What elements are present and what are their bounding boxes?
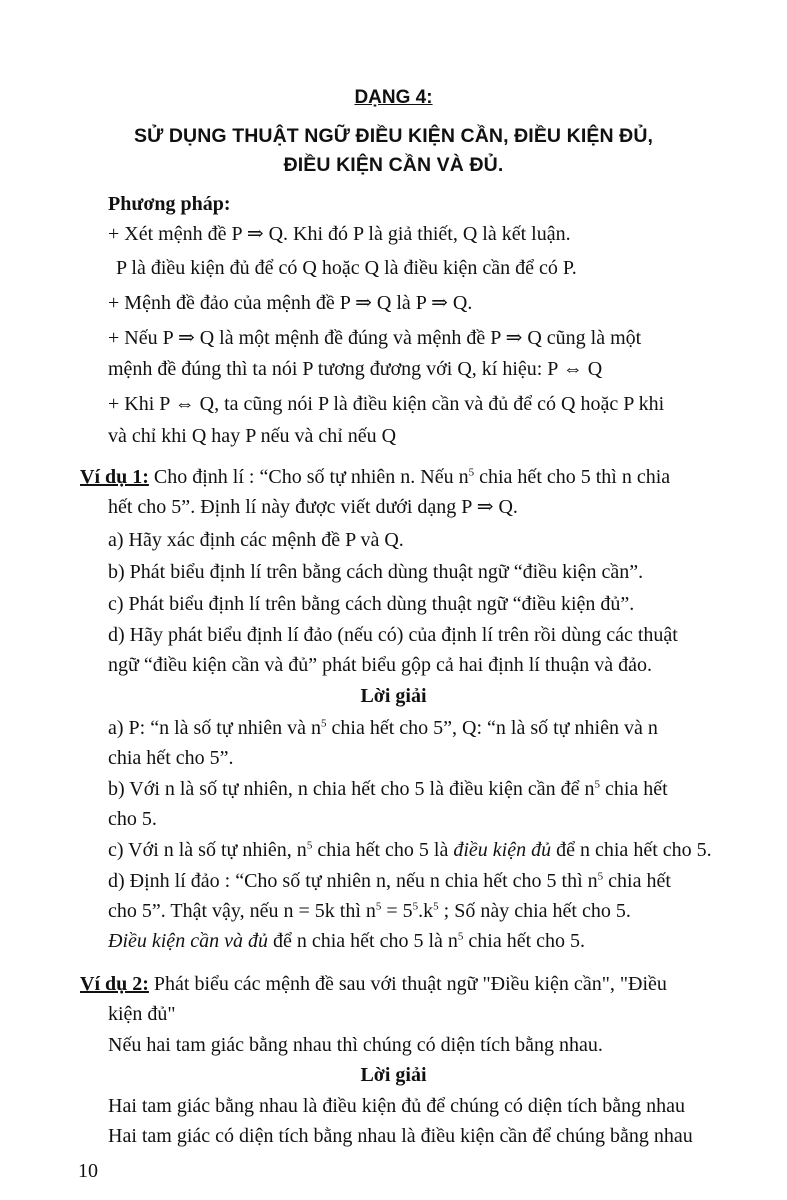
- method-line-1: + Xét mệnh đề P ⇒ Q. Khi đó P là giả thiết, Q là kết luận.: [108, 223, 571, 245]
- method-heading: Phương pháp:: [108, 193, 231, 215]
- method-line-2: P là điều kiện đủ để có Q hoặc Q là điều kiện cần để có P.: [116, 257, 577, 279]
- example-1-answer-b-line-1: b) Với n là số tự nhiên, n chia hết cho 5 là điều kiện cần để $n^5$ chia hết: [108, 778, 668, 800]
- example-1-answer-b-line-2: cho 5.: [108, 808, 157, 830]
- example-1-intro-line-1: Ví dụ 1: Cho định lí : “Cho số tự nhiên n. Nếu $n^5$ chia hết cho 5 thì n chia: [80, 466, 671, 488]
- section-title-line-1: SỬ DỤNG THUẬT NGỮ ĐIỀU KIỆN CẦN, ĐIỀU KIỆN ĐỦ,: [133, 125, 654, 147]
- example-1-answer-a-line-1: a) P: “n là số tự nhiên và $n^5$ chia hết cho 5”, Q: “n là số tự nhiên và n: [108, 717, 658, 739]
- example-2-label: Ví dụ 2:: [80, 973, 149, 995]
- example-2-answer-line-2: Hai tam giác có diện tích bằng nhau là điều kiện cần để chúng bằng nhau: [108, 1125, 693, 1147]
- example-1-intro-line-2: hết cho 5”. Định lí này được viết dưới dạng P ⇒ Q.: [108, 496, 518, 518]
- example-1-answer-d-line-1: d) Định lí đảo : “Cho số tự nhiên n, nếu n chia hết cho 5 thì $n^5$ chia hết: [108, 870, 671, 892]
- example-2-intro-line-2: kiện đủ": [108, 1003, 176, 1025]
- example-1-question-b: b) Phát biểu định lí trên bằng cách dùng thuật ngữ “điều kiện cần”.: [108, 561, 644, 583]
- example-2-intro-line-1: Ví dụ 2: Phát biểu các mệnh đề sau với thuật ngữ "Điều kiện cần", "Điều: [80, 973, 667, 995]
- example-2-solution-heading: Lời giải: [360, 1064, 427, 1086]
- method-line-3: + Mệnh đề đảo của mệnh đề P ⇒ Q là P ⇒ Q.: [108, 292, 473, 314]
- example-2-answer-line-1: Hai tam giác bằng nhau là điều kiện đủ để chúng có diện tích bằng nhau: [108, 1095, 686, 1117]
- example-1-label: Ví dụ 1:: [80, 466, 149, 488]
- example-1-answer-a-line-2: chia hết cho 5”.: [108, 747, 234, 769]
- page-number: 10: [78, 1160, 98, 1182]
- example-1-answer-d-line-3: Điều kiện cần và đủ để n chia hết cho 5 là $n^5$ chia hết cho 5.: [108, 930, 586, 952]
- method-line-4: + Nếu P ⇒ Q là một mệnh đề đúng và mệnh đề P ⇒ Q cũng là một: [108, 327, 642, 349]
- example-1-answer-d-line-2: cho 5”. Thật vậy, nếu n = 5k thì $n^5 = 5^5.k^5$ ; Số này chia hết cho 5.: [108, 900, 631, 922]
- method-line-6: + Khi P ⇔ Q, ta cũng nói P là điều kiện cần và đủ để có Q hoặc P khi: [108, 393, 665, 415]
- example-1-question-c: c) Phát biểu định lí trên bằng cách dùng thuật ngữ “điều kiện đủ”.: [108, 593, 635, 615]
- section-title-line-2: ĐIỀU KIỆN CẦN VÀ ĐỦ.: [283, 154, 504, 176]
- section-label: DẠNG 4:: [354, 87, 433, 108]
- example-1-answer-c: c) Với n là số tự nhiên, $n^5$ chia hết cho 5 là điều kiện đủ để n chia hết cho 5.: [108, 839, 712, 861]
- example-2-statement: Nếu hai tam giác bằng nhau thì chúng có diện tích bằng nhau.: [108, 1034, 603, 1056]
- method-line-7: và chỉ khi Q hay P nếu và chỉ nếu Q: [108, 425, 397, 447]
- example-1-question-d-line-1: d) Hãy phát biểu định lí đảo (nếu có) của định lí trên rồi dùng các thuật: [108, 624, 678, 646]
- example-1-question-d-line-2: ngữ “điều kiện cần và đủ” phát biểu gộp cả hai định lí thuận và đảo.: [108, 654, 653, 676]
- example-1-solution-heading: Lời giải: [360, 685, 427, 707]
- example-1-question-a: a) Hãy xác định các mệnh đề P và Q.: [108, 529, 404, 551]
- method-line-5: mệnh đề đúng thì ta nói P tương đương với Q, kí hiệu: P ⇔ Q: [108, 358, 603, 380]
